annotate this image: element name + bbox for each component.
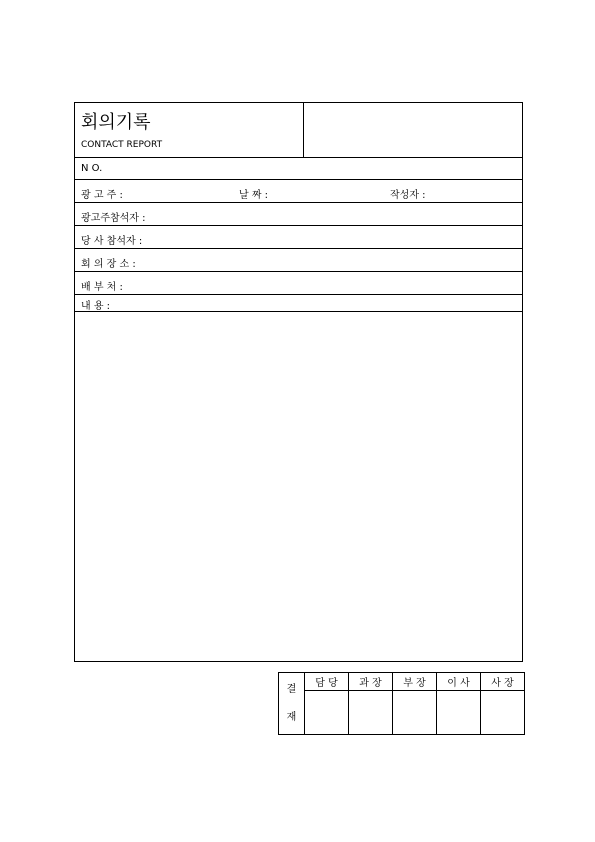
title-box	[75, 103, 304, 157]
our-attendees-label: 당 사 참석자 :	[81, 236, 143, 247]
row-distribution	[75, 273, 522, 295]
row-content	[75, 295, 522, 312]
row-meeting-place	[75, 250, 522, 272]
approval-header-president: 사 장	[481, 673, 525, 691]
approval-sign-dept-head[interactable]	[393, 691, 437, 735]
approval-label-bottom: 재	[286, 711, 297, 723]
title-right-box	[305, 103, 522, 157]
row-no	[75, 158, 522, 180]
approval-side-label	[279, 673, 305, 735]
content-area[interactable]	[75, 312, 522, 661]
author-label: 작성자 :	[390, 190, 426, 201]
distribution-label: 배 부 처 :	[81, 282, 123, 293]
form-title: 회의기록	[81, 112, 151, 133]
approval-sign-director[interactable]	[437, 691, 481, 735]
approval-header-director: 이 사	[437, 673, 481, 691]
approval-table	[278, 672, 525, 735]
row-our-attendees	[75, 227, 522, 249]
approval-header-staff: 담 당	[305, 673, 349, 691]
meeting-record-form	[74, 102, 523, 662]
approval-header-dept-head: 부 장	[393, 673, 437, 691]
meeting-place-label: 회 의 장 소 :	[81, 259, 136, 270]
approval-sign-president[interactable]	[481, 691, 525, 735]
row-advertiser-attendees	[75, 204, 522, 226]
advertiser-attendees-label: 광고주참석자 :	[81, 213, 146, 224]
content-label: 내 용 :	[81, 301, 111, 312]
form-subtitle: CONTACT REPORT	[81, 140, 163, 150]
row-advertiser	[75, 181, 522, 203]
approval-header-manager: 과 장	[349, 673, 393, 691]
approval-label-top: 결	[286, 683, 297, 695]
approval-sign-manager[interactable]	[349, 691, 393, 735]
approval-sign-staff[interactable]	[305, 691, 349, 735]
date-label: 날 짜 :	[239, 190, 269, 201]
advertiser-label: 광 고 주 :	[81, 190, 123, 201]
no-label: N O.	[81, 163, 103, 174]
title-row	[75, 103, 522, 158]
